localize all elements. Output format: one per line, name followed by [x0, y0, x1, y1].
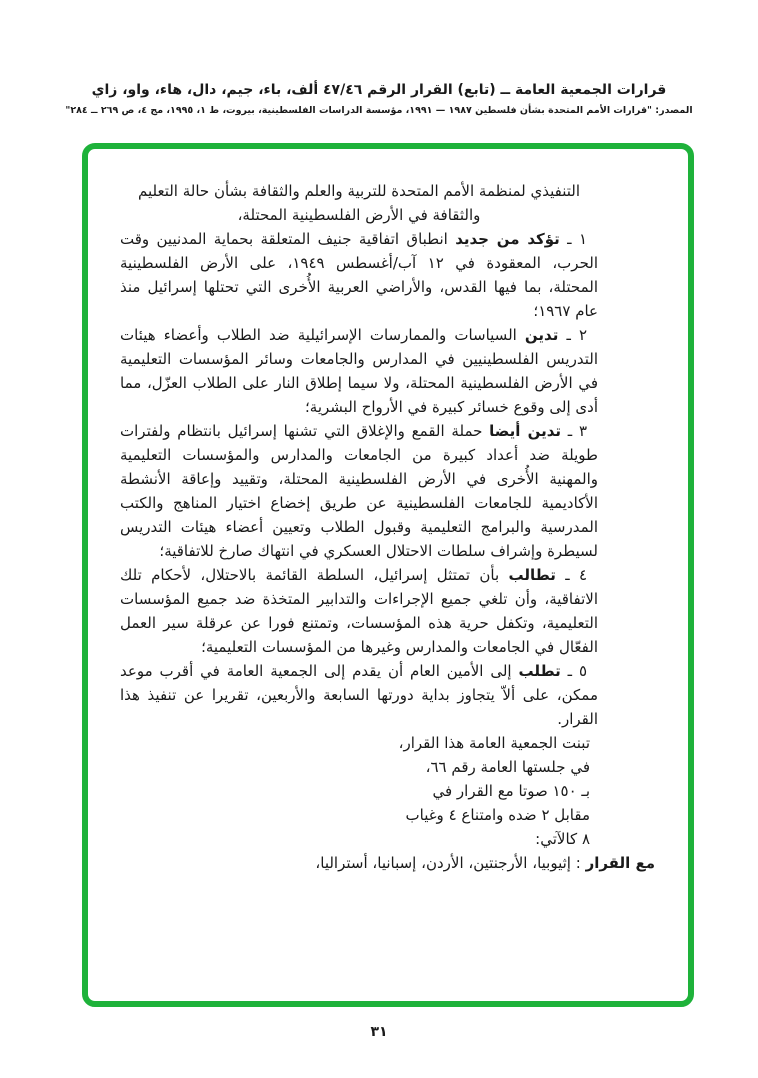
operative-verb: تطالب	[508, 566, 556, 584]
paragraph-text: إلى الأمين العام أن يقدم إلى الجمعية العامة في أقرب موعد ممكن، على ألاّ يتجاوز بداية دورتها السابعة والأربعين، تقريرا عن تنفيذ هذا القرار.	[120, 662, 598, 728]
operative-verb: تؤكد من جديد	[455, 230, 560, 248]
paragraph-text: السياسات والممارسات الإسرائيلية ضد الطلاب وأعضاء هيئات التدريس الفلسطينيين في المدارس والجامعات وسائر المؤسسات التعليمية في الأرض الفلسطينية المحتلة، ولا سيما إطلاق النار على الطلاب العزّل، مما أدى إلى وقوع خسائر كبيرة في الأرواح البشرية؛	[120, 326, 598, 416]
paragraph-text: بأن تمتثل إسرائيل، السلطة القائمة بالاحتلال، لأحكام تلك الاتفاقية، وأن تلغي جميع الإجراءات والتدابير المتخذة ضد جميع المؤسسات التعليمية، وتكفل حرية هذه المؤسسات، وتمتنع فورا عن عرقلة سير العمل الفعّال في الجامعات والمدارس وغيرها من المؤسسات التعليمية؛	[120, 566, 598, 656]
paragraph-text: حملة القمع والإغلاق التي تشنها إسرائيل بانتظام ولفترات طويلة ضد أعداد كبيرة من الجامعات والمدارس والمؤسسات التعليمية والمهنية الأُخرى في الأرض الفلسطينية المحتلة، وتقييد وإعاقة الأنشطة الأكاديمية للجامعات الفلسطينية عن طريق إخضاع اختيار المناهج والكتب المدرسية والبرامج التعليمية وقبول الطلاب وتعيين أعضاء هيئات التدريس لسيطرة وإشراف سلطات الاحتلال العسكري في انتهاك صارخ للاتفاقية؛	[120, 422, 598, 560]
resolution-paragraph-4	[120, 563, 598, 659]
adoption-line: بـ ١٥٠ صوتا مع القرار في	[432, 782, 590, 800]
preamble-paragraph: التنفيذي لمنظمة الأمم المتحدة للتربية والعلم والثقافة بشأن حالة التعليم والثقافة في الأرض الفلسطينية المحتلة،	[137, 182, 580, 224]
resolution-paragraph-3	[120, 419, 598, 563]
resolution-text-column	[120, 179, 655, 875]
resolution-paragraph-5	[120, 659, 598, 731]
vote-result-line	[120, 851, 655, 875]
paragraph-number: ٢ ـ	[558, 326, 587, 344]
page-header-title: قرارات الجمعية العامة ــ (تابع) القرار الرقم ‪٤٧/٤٦‬ ألف، باء، جيم، دال، هاء، واو، زاي	[91, 82, 667, 98]
adoption-line: في جلستها العامة رقم ٦٦،	[425, 758, 590, 776]
adoption-line: مقابل ٢ ضده وامتناع ٤ وغياب	[405, 806, 590, 824]
resolution-paragraph-1	[120, 227, 598, 323]
operative-verb: تدين	[524, 326, 559, 344]
adoption-line: ٨ كالآتي:	[535, 830, 590, 848]
adoption-note-block	[120, 731, 598, 851]
paragraph-number: ١ ـ	[559, 230, 587, 248]
vote-label: مع القرار	[585, 854, 655, 872]
operative-verb: تدين أيضا	[489, 422, 561, 440]
paragraph-number: ٣ ـ	[561, 422, 587, 440]
paragraph-number: ٥ ـ	[560, 662, 587, 680]
page-number: ٣١	[370, 1024, 388, 1040]
paragraph-number: ٤ ـ	[555, 566, 587, 584]
vote-separator: :	[570, 854, 586, 872]
vote-countries: إثيوبيا، الأرجنتين، الأردن، إسبانيا، أستراليا،	[315, 854, 571, 872]
adoption-line: تبنت الجمعية العامة هذا القرار،	[398, 734, 590, 752]
paragraph-text: انطباق اتفاقية جنيف المتعلقة بحماية المدنيين وقت الحرب، المعقودة في ١٢ آب/أغسطس ١٩٤٩، على الأرض الفلسطينية المحتلة، بما فيها القدس، والأراضي العربية الأُخرى التي تحتلها إسرائيل منذ عام ١٩٦٧؛	[120, 230, 598, 320]
resolution-paragraph-2	[120, 323, 598, 419]
page-header-source: المصدر: "قرارات الأمم المتحدة بشأن فلسطين ‪١٩٨٧ — ١٩٩١‬، مؤسسة الدراسات الفلسطينية، بيروت، ط ١، ١٩٩٥، مج ٤، ص ٢٦٩ ــ ٢٨٤"	[65, 105, 693, 116]
operative-verb: تطلب	[518, 662, 561, 680]
